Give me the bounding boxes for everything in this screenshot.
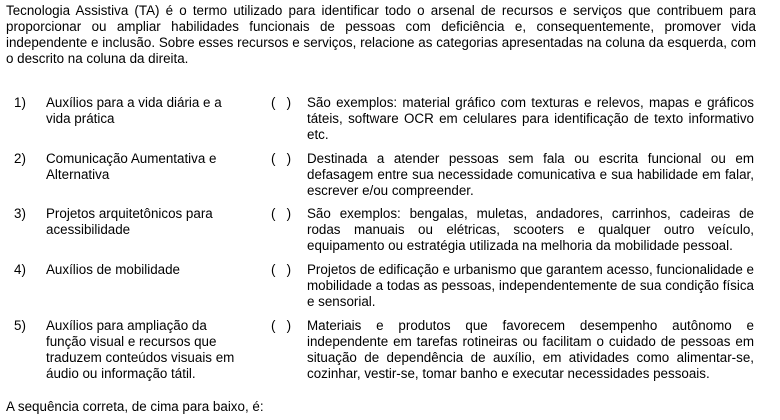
item-number: 2) (14, 151, 26, 166)
category-label: Projetos arquitetônicos para acessibilidade (46, 206, 213, 237)
description-text: Projetos de edificação e urbanismo que garantem acesso, funcionalidade e mobilidade a todas as pessoas, independentemente de sua condição física e sensorial. (307, 262, 754, 309)
description-text: Materiais e produtos que favorecem desempenho autônomo e independente em tarefas rotineiras ou facilitam o cuidado de pessoas em situação de dependência de auxílio, em atividades como alimentar-se, cozinhar, vestir-se, tomar banho e executar necessidades pessoais. (307, 318, 754, 381)
item-number: 3) (14, 206, 26, 221)
answer-blank[interactable]: ( ) (271, 95, 292, 110)
item-number: 5) (14, 318, 26, 333)
category-label: Auxílios de mobilidade (46, 262, 180, 277)
category-label: Auxílios para a vida diária e a vida prática (46, 95, 222, 126)
item-number: 4) (14, 262, 26, 277)
question-prompt: A sequência correta, de cima para baixo, é: (6, 399, 264, 414)
answer-blank[interactable]: ( ) (271, 318, 292, 333)
answer-blank[interactable]: ( ) (271, 151, 292, 166)
category-label: Comunicação Aumentativa e Alternativa (46, 151, 217, 182)
answer-blank[interactable]: ( ) (271, 262, 292, 277)
description-text: São exemplos: material gráfico com texturas e relevos, mapas e gráficos táteis, software OCR em celulares para identificação de texto informativo etc. (307, 95, 754, 142)
description-text: São exemplos: bengalas, muletas, andadores, carrinhos, cadeiras de rodas manuais ou elétricas, scooters e qualquer outro veículo, equipamento ou estratégia utilizada na melhoria da mobilidade pessoal. (307, 206, 754, 253)
answer-blank[interactable]: ( ) (271, 206, 292, 221)
item-number: 1) (14, 95, 26, 110)
question-intro: Tecnologia Assistiva (TA) é o termo utilizado para identificar todo o arsenal de recursos e serviços que contribuem para proporcionar ou ampliar habilidades funcionais de pessoas com deficiência e, consequentemente, promover vida independente e inclusão. Sobre esses recursos e serviços, relacione as categorias apresentadas na coluna da esquerda, com o descrito na coluna da direita. (6, 3, 756, 66)
category-label: Auxílios para ampliação da função visual e recursos que traduzem conteúdos visuais em áudio ou informação tátil. (46, 318, 235, 381)
description-text: Destinada a atender pessoas sem fala ou escrita funcional ou em defasagem entre sua necessidade comunicativa e sua habilidade em falar, escrever e/ou compreender. (307, 151, 754, 198)
